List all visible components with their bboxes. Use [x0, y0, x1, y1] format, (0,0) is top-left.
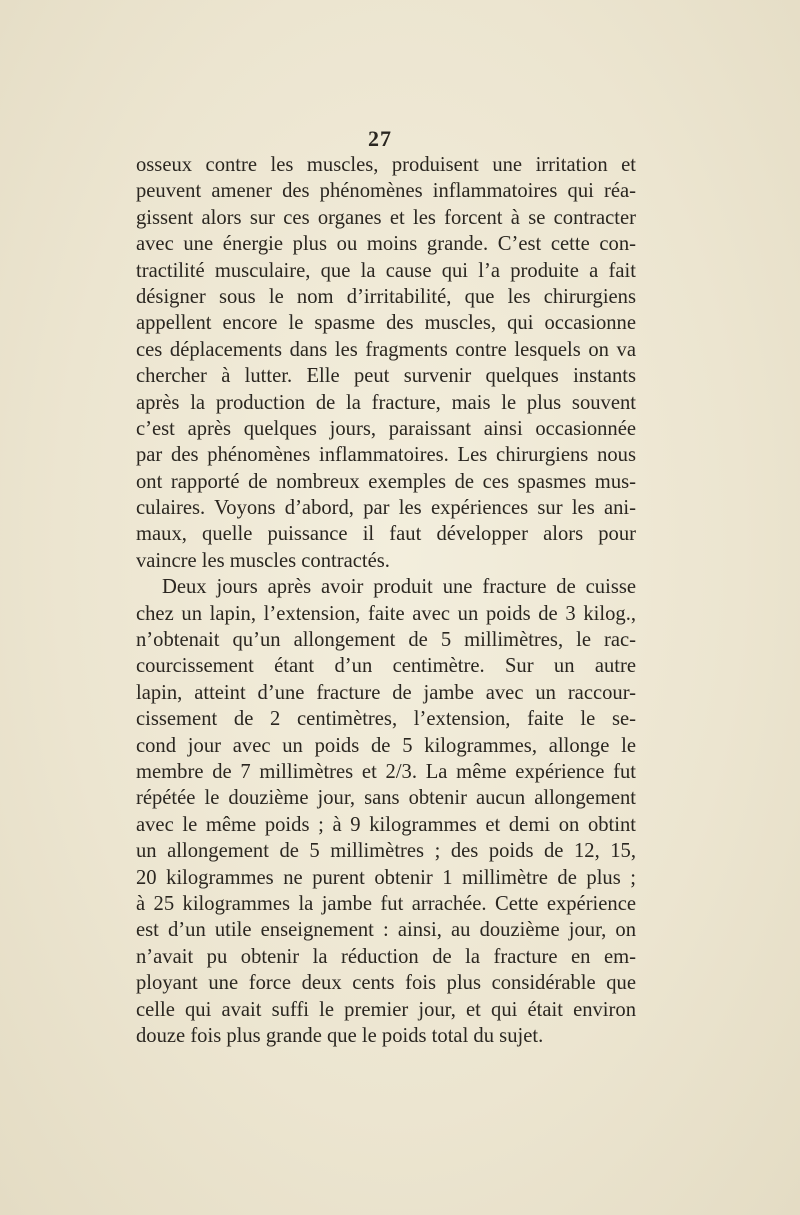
text-line: répétée le douzième jour, sans obtenir aucun allongement — [136, 787, 636, 810]
text-line: peuvent amener des phénomènes inflammatoires qui réa- — [136, 180, 636, 203]
text-line: cond jour avec un poids de 5 kilogrammes, allonge le — [136, 734, 636, 757]
text-line: membre de 7 millimètres et 2/3. La même expérience fut — [136, 760, 636, 783]
text-line: osseux contre les muscles, produisent une irritation et — [136, 154, 636, 176]
text-line: un allongement de 5 millimètres ; des poids de 12, 15, — [136, 840, 636, 863]
paragraph-end-line: douze fois plus grande que le poids total du sujet. — [136, 1024, 544, 1047]
text-line: avec le même poids ; à 9 kilogrammes et demi on obtint — [136, 813, 636, 836]
text-line: lapin, atteint d’une fracture de jambe avec un raccour- — [136, 681, 636, 704]
text-line: appellent encore le spasme des muscles, qui occasionne — [136, 312, 636, 335]
text-line: n’obtenait qu’un allongement de 5 millimètres, le rac- — [136, 629, 636, 652]
text-line: ployant une force deux cents fois plus considérable que — [136, 972, 636, 995]
text-line: à 25 kilogrammes la jambe fut arrachée. Cette expérience — [136, 892, 636, 915]
text-line: par des phénomènes inflammatoires. Les chirurgiens nous — [136, 444, 636, 467]
text-line: gissent alors sur ces organes et les forcent à se contracter — [136, 206, 636, 229]
text-line: cissement de 2 centimètres, l’extension, faite le se- — [136, 708, 636, 731]
text-line: courcissement étant d’un centimètre. Sur un autre — [136, 655, 636, 678]
text-line: après la production de la fracture, mais le plus souvent — [136, 391, 636, 414]
text-line: culaires. Voyons d’abord, par les expériences sur les ani- — [136, 497, 636, 520]
text-line: n’avait pu obtenir la réduction de la fracture en em- — [136, 945, 636, 968]
paragraph-first-line: Deux jours après avoir produit une fracture de cuisse — [162, 576, 636, 599]
text-line: ces déplacements dans les fragments contre lesquels on va — [136, 338, 636, 361]
text-line: ont rapporté de nombreux exemples de ces spasmes mus- — [136, 470, 636, 493]
text-line: maux, quelle puissance il faut développer alors pour — [136, 523, 636, 546]
text-line: chez un lapin, l’extension, faite avec un poids de 3 kilog., — [136, 602, 636, 625]
text-line: chercher à lutter. Elle peut survenir quelques instants — [136, 365, 636, 388]
text-line: celle qui avait suffi le premier jour, et qui était environ — [136, 998, 636, 1021]
paragraph-end-line: vaincre les muscles contractés. — [136, 549, 390, 572]
text-line: avec une énergie plus ou moins grande. C’est cette con- — [136, 233, 636, 256]
text-line: 20 kilogrammes ne purent obtenir 1 millimètre de plus ; — [136, 866, 636, 889]
body-text — [136, 152, 636, 1049]
text-line: tractilité musculaire, que la cause qui l’a produite a fait — [136, 259, 636, 282]
text-line: c’est après quelques jours, paraissant ainsi occasionnée — [136, 417, 636, 440]
page-number: 27 — [368, 126, 392, 151]
text-line: est d’un utile enseignement : ainsi, au douzième jour, on — [136, 919, 636, 942]
text-line: désigner sous le nom d’irritabilité, que les chirurgiens — [136, 285, 636, 308]
